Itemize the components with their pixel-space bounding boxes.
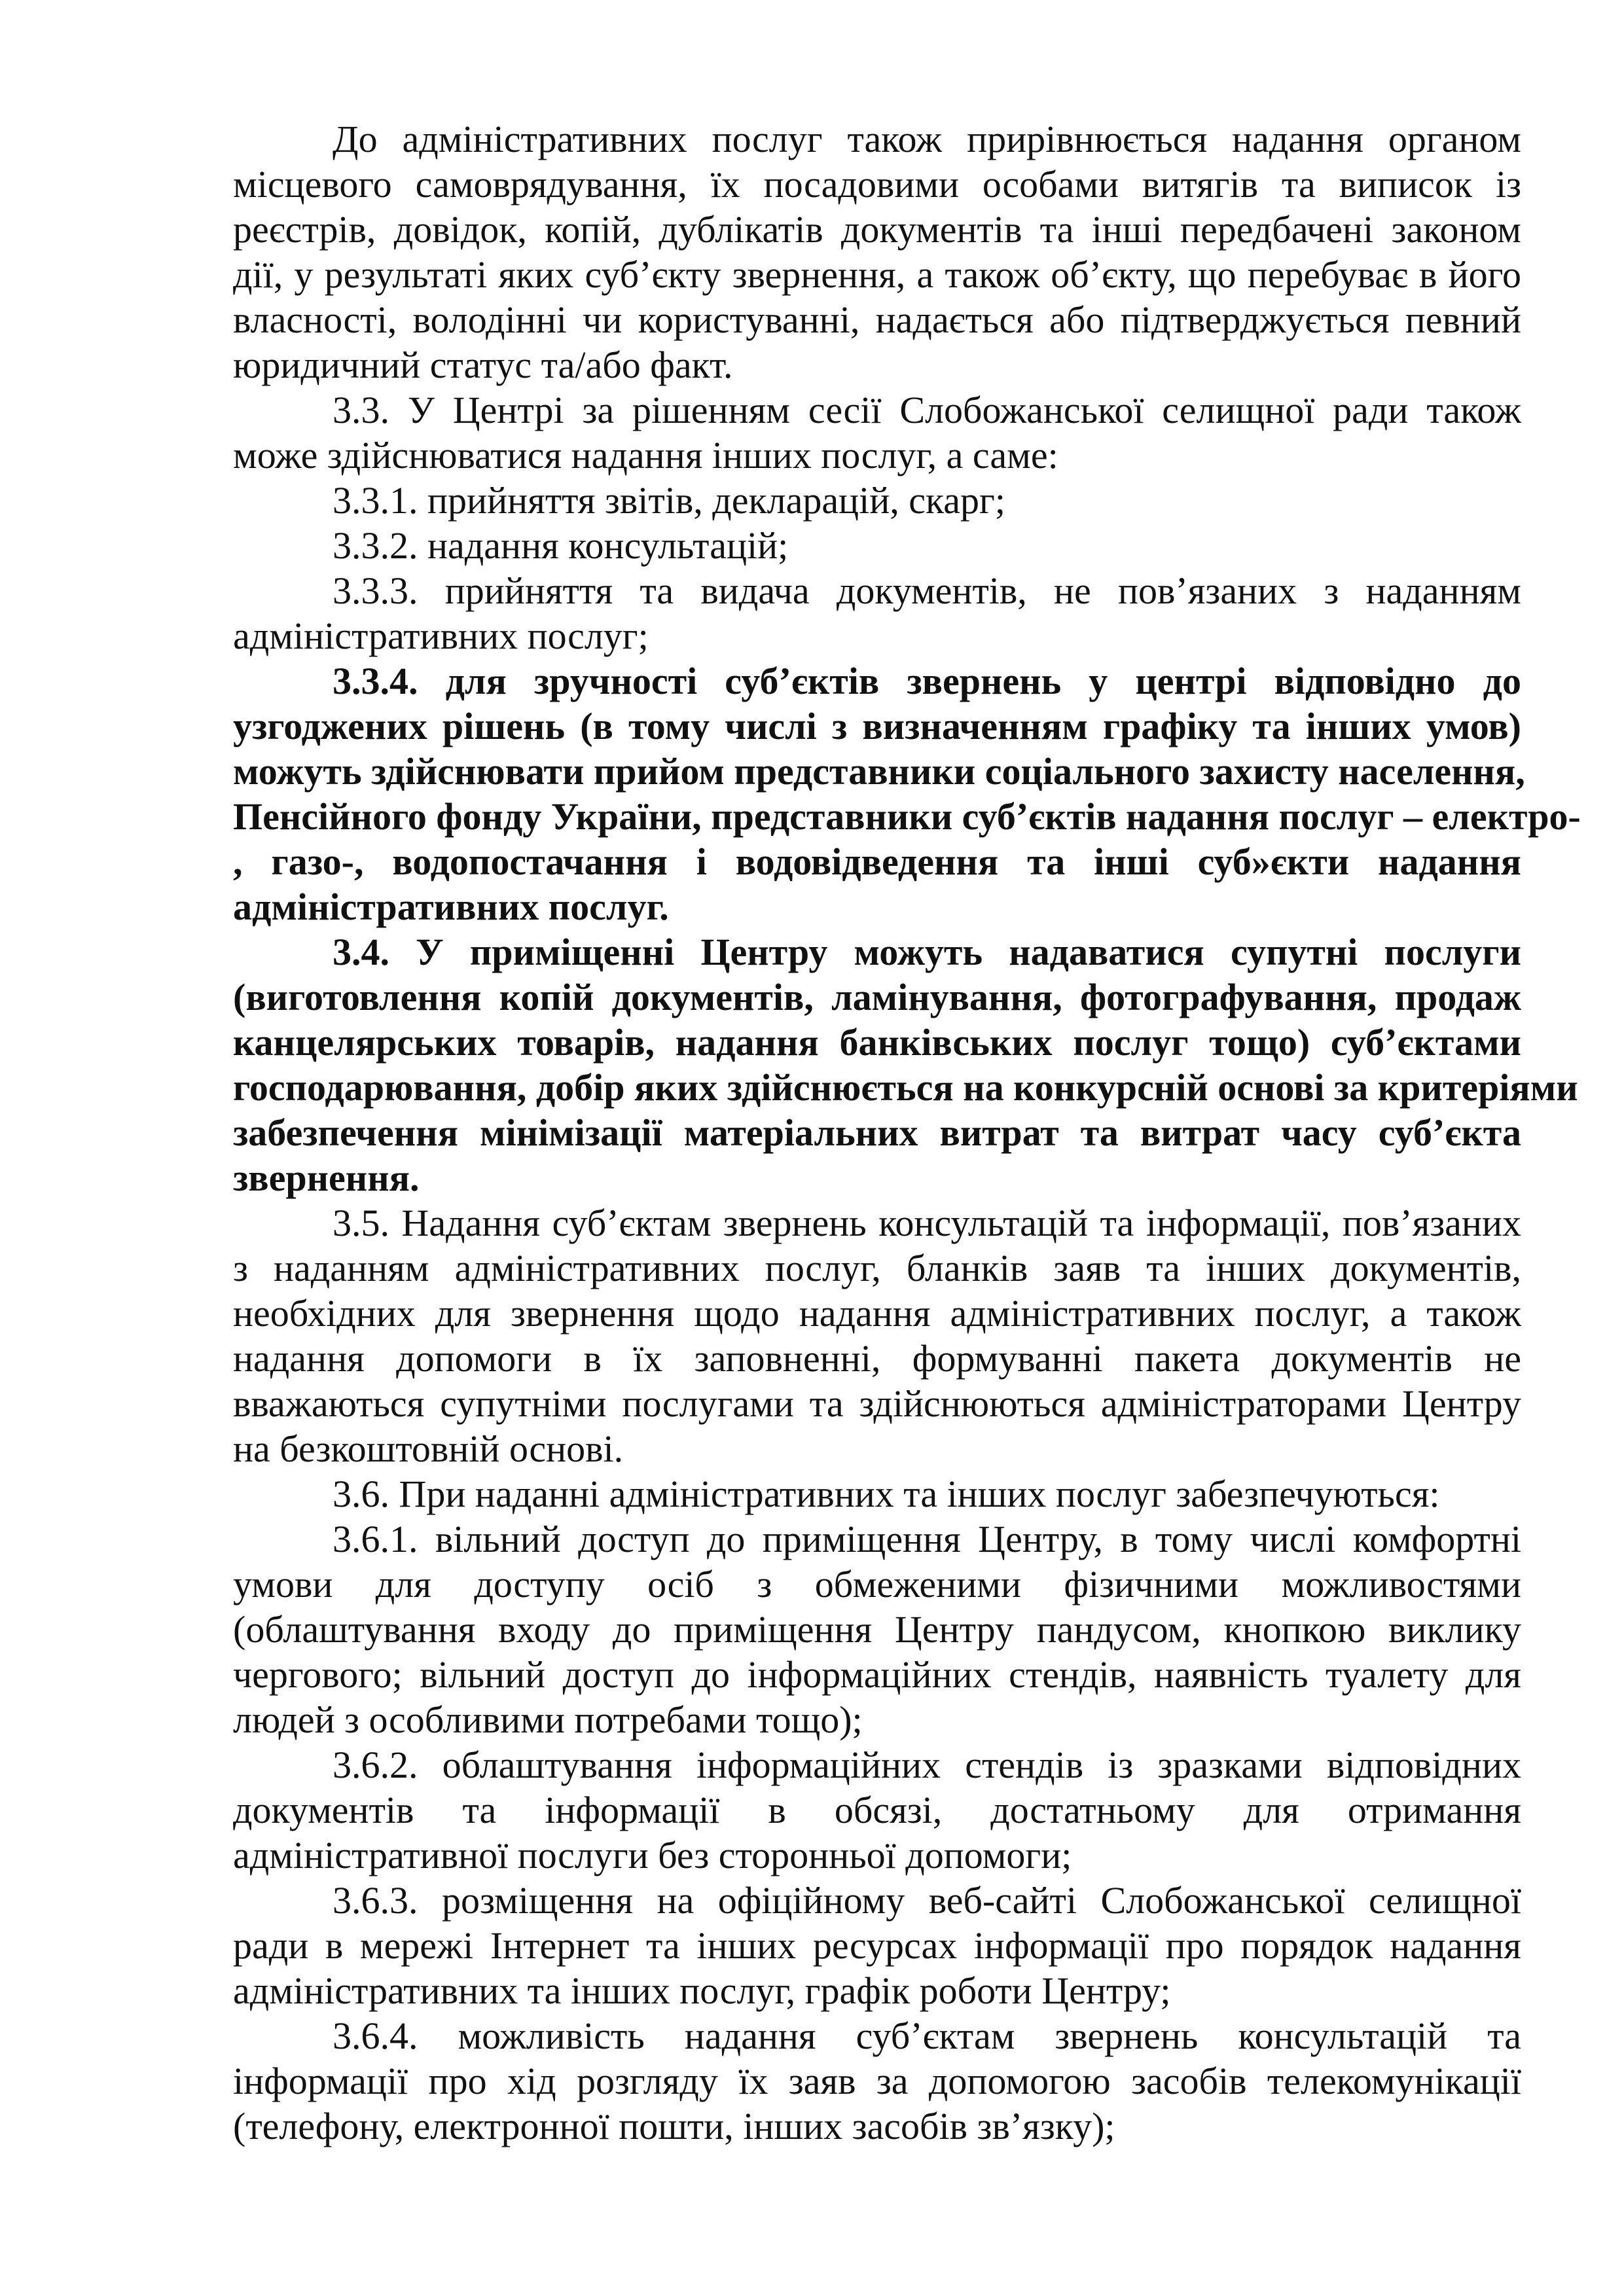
text-line: інформації про хід розгляду їх заяв за допомогою засобів телекомунікації xyxy=(233,2060,1521,2102)
text-line: 3.3.2. надання консультацій; xyxy=(333,524,789,567)
text-line: дії, у результаті яких суб’єкту звернення, а також об’єкту, що перебуває в його xyxy=(233,253,1521,296)
paragraph xyxy=(233,387,1521,478)
text-line: 3.3.4. для зручності суб’єктів звернень у центрі відповідно до xyxy=(333,660,1521,702)
text-line: (облаштування входу до приміщення Центру пандусом, кнопкою виклику xyxy=(233,1608,1521,1651)
text-line: адміністративних послуг. xyxy=(233,886,669,928)
text-line: на безкоштовній основі. xyxy=(233,1427,624,1470)
text-line: надання допомоги в їх заповненні, формуванні пакета документів не xyxy=(233,1337,1521,1380)
text-line: 3.5. Надання суб’єктам звернень консультацій та інформації, пов’язаних xyxy=(333,1202,1521,1244)
paragraph xyxy=(233,568,1521,658)
paragraph xyxy=(233,478,1521,523)
text-line: 3.6.4. можливість надання суб’єктам звернень консультацій та xyxy=(333,2015,1521,2057)
text-line: людей з особливими потребами тощо); xyxy=(233,1698,863,1741)
text-line: 3.6.3. розміщення на офіційному веб-сайті Слобожанської селищної xyxy=(333,1879,1521,1922)
text-line: можуть здійснювати прийом представники соціального захисту населення, xyxy=(233,750,1525,793)
text-line: умови для доступу осіб з обмеженими фізичними можливостями xyxy=(233,1563,1521,1605)
text-line: канцелярських товарів, надання банківських послуг тощо) суб’єктами xyxy=(233,1021,1521,1064)
text-line: реєстрів, довідок, копій, дублікатів документів та інші передбачені законом xyxy=(233,208,1521,251)
text-line: місцевого самоврядування, їх посадовими особами витягів та виписок із xyxy=(233,163,1521,206)
text-line: господарювання, добір яких здійснюється на конкурсній основі за критеріями xyxy=(233,1066,1578,1109)
text-line: документів та інформації в обсязі, достатньому для отримання xyxy=(233,1789,1521,1831)
text-line: , газо-, водопостачання і водовідведення та інші суб»єкти надання xyxy=(233,840,1521,883)
text-line: 3.3. У Центрі за рішенням сесії Слобожанської селищної ради також xyxy=(333,389,1521,431)
text-line: необхідних для звернення щодо надання адміністративних послуг, а також xyxy=(233,1292,1521,1335)
document-page xyxy=(233,117,1581,2149)
paragraph xyxy=(233,1471,1521,1516)
paragraph xyxy=(233,2013,1521,2149)
text-line: адміністративних та інших послуг, графік роботи Центру; xyxy=(233,1969,1171,2012)
text-line: 3.4. У приміщенні Центру можуть надаватися супутні послуги xyxy=(333,931,1521,973)
paragraph xyxy=(233,1200,1521,1471)
text-line: 3.6. При наданні адміністративних та інших послуг забезпечуються: xyxy=(333,1473,1440,1515)
text-line: узгоджених рішень (в тому числі з визначенням графіку та інших умов) xyxy=(233,705,1521,747)
text-line: (виготовлення копій документів, ламінування, фотографування, продаж xyxy=(233,976,1521,1018)
paragraph xyxy=(233,117,1521,387)
text-line: Пенсійного фонду України, представники суб’єктів надання послуг – електро- xyxy=(233,795,1581,838)
text-line: юридичний статус та/або факт. xyxy=(233,344,733,386)
text-line: чергового; вільний доступ до інформаційних стендів, наявність туалету для xyxy=(233,1653,1521,1696)
text-line: власності, володінні чи користуванні, надається або підтверджується певний xyxy=(233,298,1521,341)
text-line: звернення. xyxy=(233,1157,420,1199)
paragraph xyxy=(233,658,1581,929)
text-line: забезпечення мінімізації матеріальних витрат та витрат часу суб’єкта xyxy=(233,1111,1521,1154)
paragraph xyxy=(233,1878,1521,2013)
text-line: вважаються супутніми послугами та здійснюються адміністраторами Центру xyxy=(233,1382,1521,1425)
text-line: ради в мережі Інтернет та інших ресурсах інформації про порядок надання xyxy=(233,1924,1521,1967)
text-line: До адміністративних послуг також прирівнюється надання органом xyxy=(333,118,1521,160)
paragraph xyxy=(233,523,1521,568)
text-line: (телефону, електронної пошти, інших засобів зв’язку); xyxy=(233,2105,1115,2147)
paragraph xyxy=(233,1742,1521,1878)
text-line: адміністративної послуги без сторонньої допомоги; xyxy=(233,1834,1072,1876)
text-line: адміністративних послуг; xyxy=(233,615,649,657)
paragraph xyxy=(233,929,1578,1200)
text-line: 3.3.3. прийняття та видача документів, не пов’язаних з наданням xyxy=(333,569,1521,612)
text-line: 3.6.2. облаштування інформаційних стендів із зразками відповідних xyxy=(333,1744,1521,1786)
text-line: може здійснюватися надання інших послуг, а саме: xyxy=(233,434,1058,476)
text-line: 3.6.1. вільний доступ до приміщення Центру, в тому числі комфортні xyxy=(333,1518,1521,1560)
paragraph xyxy=(233,1516,1521,1742)
text-line: 3.3.1. прийняття звітів, декларацій, скарг; xyxy=(333,479,1005,522)
text-line: з наданням адміністративних послуг, бланків заяв та інших документів, xyxy=(233,1247,1521,1289)
